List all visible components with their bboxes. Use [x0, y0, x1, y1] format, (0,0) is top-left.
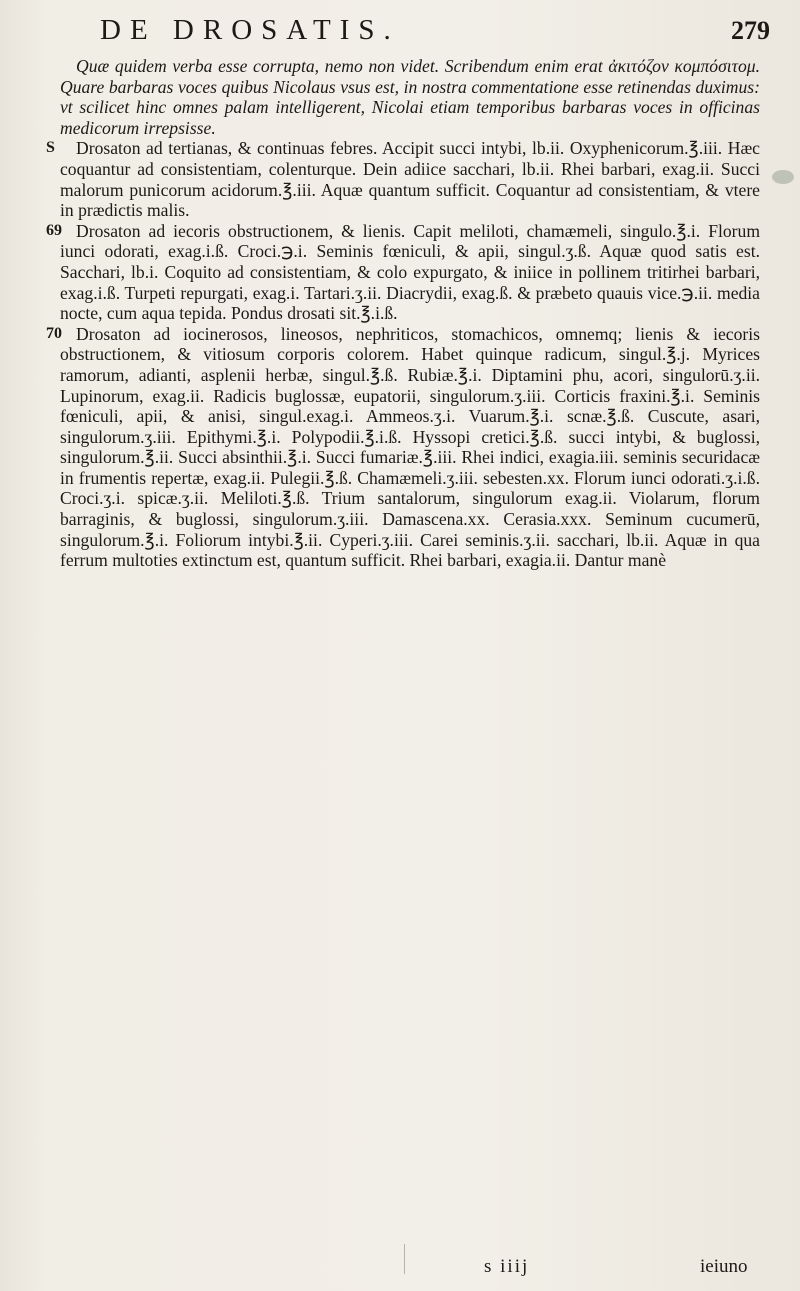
paragraph-tertian-fevers: [46, 138, 760, 221]
signature-mark: s iiij: [484, 1256, 530, 1277]
paragraph-drosaton-iocinerosos: [46, 323, 760, 571]
running-title: DE DROSATIS.: [100, 14, 400, 46]
paragraph-text: Drosaton ad iocinerosos, lineosos, nephriticos, stomachicos, omnemq; lienis & iecoris obstructionem, & vitiosum corporis colorem. Habet quinque radicum, singul.℥.j. Myrices ramorum, adianti, asplenii herbæ, singul.℥.ß. Rubiæ.℥.i. Diptamini phu, acori, singulorū.ʒ.ii. Lupinorum, exag.ii. Radicis buglossæ, eupatorii, singulorum.ʒ.iii. Corticis fraxini.℥.i. Seminis fœniculi, apii, & anisi, singul.exag.i. Ammeos.ʒ.i. Vuarum.℥.i. scnæ.℥.ß. Cuscute, asari, singulorum.ʒ.iii. Epithymi.℥.i. Polypodii.℥.i.ß. Hyssopi cretici.℥.ß. succi intybi, & buglossi, singulorum.℥.ii. Succi absinthii.℥.i. Succi fumariæ.℥.iii. Rhei indici, exagia.iii. seminis securidacæ in frumentis repertæ, exag.ii. Pulegii.℥.ß. Chamæmeli.ʒ.iii. sebesten.xx. Florum iunci odorati.ʒ.i.ß. Croci.ʒ.i. spicæ.ʒ.ii. Meliloti.℥.ß. Trium santalorum, singulorum exag.ii. Violarum, florum barraginis, & buglossi, singulorum.ʒ.iii. Damascena.xx. Cerasia.xxx. Seminum cucumerū, singulorum.℥.i. Foliorum intybi.℥.ii. Cyperi.ʒ.iii. Carei seminis.ʒ.ii. sacchari, lb.ii. Aquæ in qua ferrum multoties extinctum est, quantum sufficit. Rhei barbari, exagia.ii. Dantur manè: [60, 323, 760, 571]
margin-mark: S: [46, 139, 55, 157]
paragraph-intro: [60, 56, 760, 138]
ink-stain: [772, 170, 794, 184]
paragraph-text: Drosaton ad tertianas, & continuas febres. Accipit succi intybi, lb.ii. Oxyphenicorum.℥.iii. Hæc coquantur ad consistentiam, colenturque. Dein adiice sacchari, lb.ii. Rhei barbari, exag.ii. Succi malorum punicorum acidorum.℥.iii. Aquæ quantum sufficit. Coquantur ad consistentiam, & vtere in prædictis malis.: [60, 138, 760, 221]
margin-mark: 70: [46, 324, 62, 342]
catchword: ieiuno: [700, 1256, 748, 1277]
paragraph-text: Drosaton ad iecoris obstructionem, & lienis. Capit meliloti, chamæmeli, singulo.℥.i. Florum iunci odorati, exag.i.ß. Croci.℈.i. Seminis fœniculi, & apii, singul.ʒ.ß. Aquæ quod satis est. Sacchari, lb.i. Coquito ad consistentiam, & colo expurgato, & iniice in pollinem tritirhei barbari, exag.i.ß. Turpeti repurgati, exag.i. Tartari.ʒ.ii. Diacrydii, exag.ß. & præbeto quauis vice.℈.ii. media nocte, cum aqua tepida. Pondus drosati sit.℥.i.ß.: [60, 220, 760, 324]
pencil-mark: [404, 1244, 405, 1274]
body-text: [46, 56, 760, 571]
paragraph-liver-obstruction: [46, 220, 760, 324]
page-number: 279: [731, 16, 770, 45]
margin-mark: 69: [46, 221, 62, 239]
paragraph-text: Quæ quidem verba esse corrupta, nemo non videt. Scribendum enim erat ἀκιτόζον κομπόσιτομ. Quare barbaras voces quibus Nicolaus vsus est, in nostra commentatione esse retinendas duximus: vt scilicet hinc omnes palam intelligerent, Nicolai etiam temporibus barbaras voces in officinas medicorum irrepsisse.: [60, 56, 760, 138]
running-header: [60, 14, 780, 54]
